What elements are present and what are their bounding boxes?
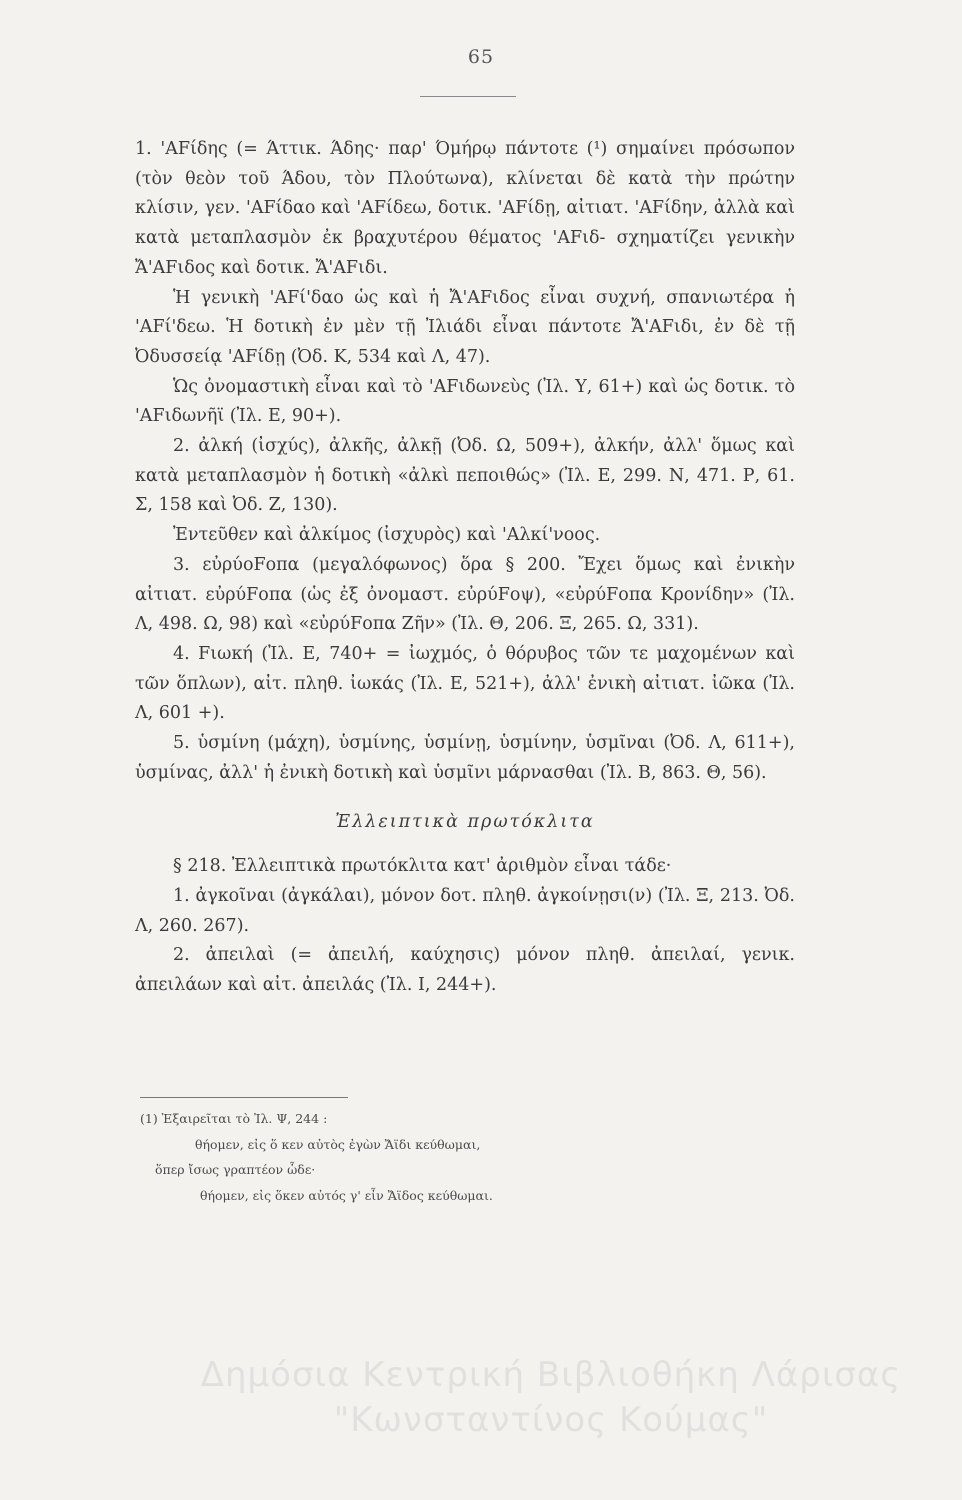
watermark-line-1: Δημόσια Κεντρική Βιβλιοθήκη Λάρισας bbox=[200, 1355, 902, 1395]
paragraph-1: 1. 'ΑFίδης (= Άττικ. Άδης· παρ' Όμήρῳ πάντοτε (¹) σημαίνει πρόσωπον (τὸν θεὸν τοῦ Άδου, τὸν Πλούτωνα), κλίνεται δὲ κατὰ τὴν πρώτην κλίσιν, γεν. 'ΑFίδαο καὶ 'ΑFίδεω, δοτικ. 'ΑFίδῃ, αἰτιατ. 'ΑFίδην, ἀλλὰ καὶ κατὰ μεταπλασμὸν ἐκ βραχυτέρου θέματος 'ΑFιδ- σχηματίζει γενικὴν Ἄ'ΑFιδος καὶ δοτικ. Ἄ'ΑFιδι. bbox=[135, 139, 795, 278]
section-heading: Ἐλλειπτικὰ πρωτόκλιτα bbox=[335, 812, 595, 833]
footnote-line-4: θήομεν, εἰς ὅκεν αὐτός γ' εἶν Ἄϊδος κεύθωμαι. bbox=[200, 1188, 493, 1204]
paragraph-3: Ὡς ὀνομαστικὴ εἶναι καὶ τὸ 'ΑFιδωνεὺς (Ἰλ. Υ, 61+) καὶ ὡς δοτικ. τὸ 'ΑFιδωνῆϊ (Ἰλ. Ε, 90+). bbox=[135, 376, 795, 427]
footnote-rule bbox=[140, 1097, 348, 1098]
paragraph-7: 4. Fιωκή (Ἰλ. Ε, 740+ = ἰωχμός, ὁ θόρυβος τῶν τε μαχομένων καὶ τῶν ὅπλων), αἰτ. πληθ. ἰωκάς (Ἰλ. Ε, 521+), ἀλλ' ἐνικὴ αἰτιατ. ἰῶκα (Ἰλ. Λ, 601 +). bbox=[135, 643, 795, 724]
paragraph-2: Ἡ γενικὴ 'ΑFί'δαο ὡς καὶ ἡ Ἄ'ΑFιδος εἶναι συχνή, σπανιωτέρα ἡ 'ΑFί'δεω. Ἡ δοτικὴ ἐν μὲν τῇ Ἰλιάδι εἶναι πάντοτε Ἄ'ΑFιδι, ἐν δὲ τῇ Ὀδυσσείᾳ 'ΑFίδῃ (Ὀδ. Κ, 534 καὶ Λ, 47). bbox=[135, 287, 795, 367]
footnote bbox=[140, 1106, 800, 1209]
main-text bbox=[135, 135, 795, 1001]
footnote-line-2: θήομεν, εἰς ὅ κεν αὐτὸς ἐγὼν Ἄϊδι κεύθωμαι, bbox=[195, 1136, 481, 1152]
paragraph-4: 2. ἀλκή (ἰσχύς), ἀλκῆς, ἀλκῇ (Ὀδ. Ω, 509+), ἀλκήν, ἀλλ' ὅμως καὶ κατὰ μεταπλασμὸν ἡ δοτικὴ «ἀλκὶ πεποιθώς» (Ἰλ. Ε, 299. Ν, 471. Ρ, 61. Σ, 158 καὶ Ὀδ. Ζ, 130). bbox=[135, 436, 795, 516]
footnote-line-3: ὅπερ ἴσως γραπτέον ὧδε· bbox=[155, 1162, 316, 1178]
page-number: 65 bbox=[467, 46, 495, 68]
footnote-line-1: (1) Ἐξαιρεῖται τὸ Ἰλ. Ψ, 244 : bbox=[140, 1111, 328, 1126]
paragraph-9: § 218. Ἐλλειπτικὰ πρωτόκλιτα κατ' ἀριθμὸν εἶναι τάδε· bbox=[173, 856, 672, 877]
paragraph-6: 3. εὐρύοFοπα (μεγαλόφωνος) ὅρα § 200. Ἔχει ὅμως καὶ ἐνικὴν αἰτιατ. εὐρύFοπα (ὡς ἐξ ὀνομαστ. εὐρύFοψ), «εὐρύFοπα Κρονίδην» (Ἰλ. Λ, 498. Ω, 98) καὶ «εὐρύFοπα Ζῆν» (Ἰλ. Θ, 206. Ξ, 265. Ω, 331). bbox=[135, 554, 795, 635]
paragraph-5: Ἐντεῦθεν καὶ ἀλκίμος (ἰσχυρὸς) καὶ 'Αλκί'νοος. bbox=[173, 525, 601, 546]
paragraph-10: 1. ἀγκοῖναι (ἀγκάλαι), μόνον δοτ. πληθ. ἀγκοίνῃσι(ν) (Ἰλ. Ξ, 213. Ὀδ. Λ, 260. 267). bbox=[135, 885, 795, 936]
paragraph-11: 2. ἀπειλαὶ (= ἀπειλή, καύχησις) μόνον πληθ. ἀπειλαί, γενικ. ἀπειλάων καὶ αἰτ. ἀπειλάς (Ἰλ. Ι, 244+). bbox=[135, 945, 795, 995]
paragraph-8: 5. ὑσμίνη (μάχη), ὑσμίνης, ὑσμίνῃ, ὑσμίνην, ὑσμῖναι (Ὀδ. Λ, 611+), ὑσμίνας, ἀλλ' ἡ ἐνικὴ δοτικὴ καὶ ὑσμῖνι μάρνασθαι (Ἰλ. Β, 863. Θ, 56). bbox=[135, 733, 795, 783]
page-number-rule bbox=[420, 96, 516, 97]
watermark-line-2: "Κωνσταντίνος Κούμας" bbox=[333, 1400, 769, 1440]
